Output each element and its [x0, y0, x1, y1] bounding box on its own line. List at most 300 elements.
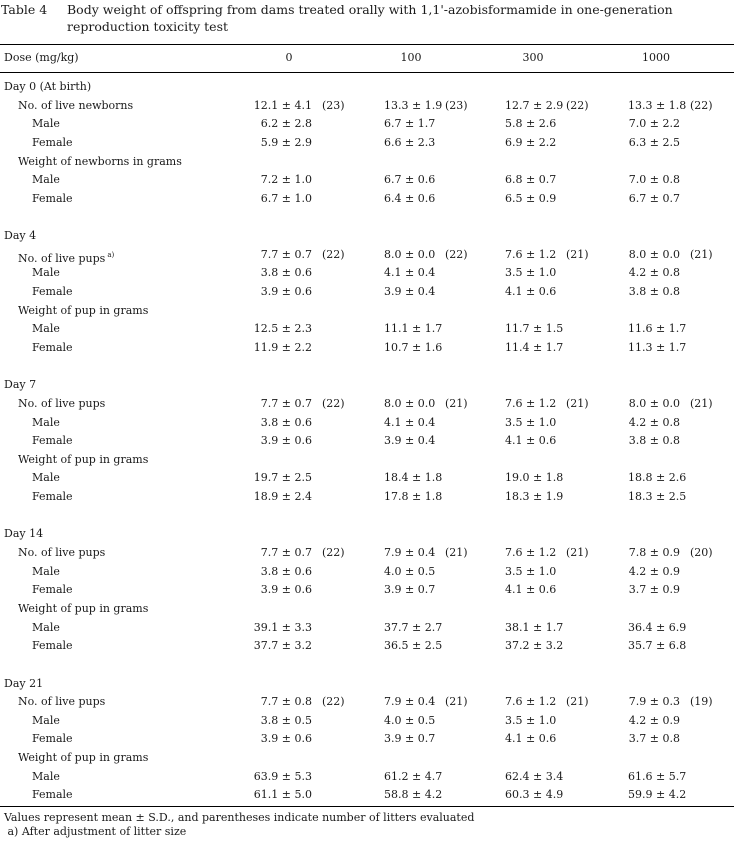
cell-value: 37.2 ± 3.2: [505, 639, 564, 653]
table-cell: [253, 768, 312, 787]
cell-value: 5.9 ± 2.9: [260, 135, 312, 149]
row-label-text: Weight of pup in grams: [18, 601, 149, 615]
table-cell: [253, 786, 312, 805]
table-cell: [253, 730, 312, 749]
cell-value: 3.8 ± 0.5: [260, 713, 312, 727]
row-label: [32, 712, 60, 731]
cell-value: 3.8 ± 0.6: [260, 266, 312, 280]
cell-value: 6.2 ± 2.8: [260, 117, 312, 131]
table-cell: [253, 283, 312, 302]
table-cell: [384, 432, 435, 451]
table-cell: [505, 544, 589, 563]
cell-value: 8.0 ± 0.0: [628, 247, 680, 261]
cell-value: 13.3 ± 1.9: [384, 98, 443, 112]
row-label: [4, 376, 36, 395]
table-cell: [628, 786, 687, 805]
table-row: [0, 171, 734, 190]
table-cell: [628, 283, 680, 302]
table-cell: [384, 414, 435, 433]
cell-value: 7.7 ± 0.7: [260, 396, 312, 410]
table-body: [0, 78, 734, 805]
cell-value: 4.2 ± 0.8: [628, 266, 680, 280]
table-cell: [628, 619, 687, 638]
table-row: [0, 488, 734, 507]
dose-column-1000: 1000: [642, 51, 670, 64]
table-cell: [384, 115, 435, 134]
row-label-text: Male: [32, 564, 60, 578]
table-row: [0, 544, 734, 563]
table-row: [0, 581, 734, 600]
cell-value: 6.7 ± 1.7: [384, 117, 436, 131]
cell-value: 6.4 ± 0.6: [384, 191, 436, 205]
dose-column-100: 100: [400, 51, 422, 64]
row-label-text: Day 4: [4, 229, 37, 243]
row-label: [32, 730, 73, 749]
row-label-text: No. of live pups: [18, 695, 106, 709]
cell-value: 4.1 ± 0.6: [505, 583, 557, 597]
table-cell: [253, 246, 345, 265]
cell-value: 61.2 ± 4.7: [384, 769, 443, 783]
table-row: [0, 693, 734, 712]
litter-count: (22): [445, 247, 468, 261]
cell-value: 4.1 ± 0.6: [505, 434, 557, 448]
table-row: [0, 115, 734, 134]
cell-value: 63.9 ± 5.3: [253, 769, 312, 783]
row-label: [18, 97, 133, 116]
row-label-text: No. of live pups: [18, 251, 106, 265]
litter-count: (22): [322, 695, 345, 709]
table-cell: [253, 712, 312, 731]
table-cell: [253, 619, 312, 638]
row-label: [32, 339, 73, 358]
table-cell: [253, 115, 312, 134]
cell-value: 7.6 ± 1.2: [505, 546, 557, 560]
cell-value: 4.2 ± 0.9: [628, 564, 680, 578]
row-label-text: Female: [32, 788, 73, 802]
table-caption: [0, 1, 734, 35]
table-cell: [253, 637, 312, 656]
table-row: [0, 749, 734, 768]
cell-value: 36.4 ± 6.9: [628, 620, 687, 634]
table-cell: [505, 637, 564, 656]
table-cell: [253, 693, 345, 712]
row-label-text: Weight of pup in grams: [18, 303, 149, 317]
table-row: [0, 730, 734, 749]
row-label: [32, 488, 73, 507]
cell-value: 12.7 ± 2.9: [505, 98, 564, 112]
cell-value: 3.9 ± 0.6: [260, 732, 312, 746]
litter-count: (22): [690, 98, 713, 112]
cell-value: 18.9 ± 2.4: [253, 490, 312, 504]
cell-value: 7.9 ± 0.4: [384, 546, 436, 560]
table-cell: [384, 637, 443, 656]
cell-value: 18.3 ± 2.5: [628, 490, 687, 504]
table-cell: [253, 264, 312, 283]
table-cell: [253, 339, 312, 358]
row-label-text: Female: [32, 490, 73, 504]
table-row: [0, 786, 734, 805]
footnote-values: Values represent mean ± S.D., and parentheses indicate number of litters evaluated: [4, 811, 475, 824]
row-label-text: Male: [32, 173, 60, 187]
litter-count: (22): [566, 98, 589, 112]
section-header-row: [0, 227, 734, 246]
table-cell: [384, 339, 443, 358]
table-cell: [628, 320, 687, 339]
table-row: [0, 246, 734, 265]
table-cell: [628, 581, 680, 600]
table-cell: [384, 544, 468, 563]
table-row: [0, 395, 734, 414]
row-label-text: Male: [32, 769, 60, 783]
table-cell: [505, 395, 589, 414]
section-header-row: [0, 78, 734, 97]
row-label: [4, 675, 43, 694]
table-cell: [505, 283, 556, 302]
row-label: [32, 264, 60, 283]
table-cell: [384, 730, 435, 749]
table-cell: [628, 432, 680, 451]
row-label-text: Day 7: [4, 378, 37, 392]
litter-count: (21): [445, 546, 468, 560]
cell-value: 7.2 ± 1.0: [260, 173, 312, 187]
table-cell: [384, 786, 443, 805]
table-cell: [628, 246, 713, 265]
cell-value: 3.7 ± 0.9: [628, 583, 680, 597]
table-row: [0, 637, 734, 656]
table-cell: [505, 97, 589, 116]
table-cell: [505, 768, 564, 787]
table-row: [0, 600, 734, 619]
table-cell: [253, 563, 312, 582]
table-cell: [628, 730, 680, 749]
table-cell: [628, 264, 680, 283]
row-label-text: No. of live newborns: [18, 98, 134, 112]
table-cell: [384, 563, 435, 582]
cell-value: 37.7 ± 3.2: [253, 639, 312, 653]
table-number: Table 4: [1, 2, 48, 17]
cell-value: 58.8 ± 4.2: [384, 788, 443, 802]
row-label-text: Male: [32, 415, 60, 429]
cell-value: 6.5 ± 0.9: [505, 191, 557, 205]
row-label-text: Weight of pup in grams: [18, 751, 149, 765]
header-rule: [0, 72, 734, 73]
row-label: [32, 637, 73, 656]
table-row: [0, 302, 734, 321]
cell-value: 61.6 ± 5.7: [628, 769, 687, 783]
row-label-text: No. of live pups: [18, 396, 106, 410]
cell-value: 8.0 ± 0.0: [628, 396, 680, 410]
row-label-text: Day 21: [4, 676, 44, 690]
cell-value: 8.0 ± 0.0: [384, 396, 436, 410]
row-label: [18, 302, 148, 321]
table-cell: [505, 190, 556, 209]
cell-value: 3.7 ± 0.8: [628, 732, 680, 746]
row-label: [32, 581, 73, 600]
table-row: [0, 712, 734, 731]
table-cell: [628, 395, 713, 414]
cell-value: 8.0 ± 0.0: [384, 247, 436, 261]
row-label-text: Female: [32, 639, 73, 653]
table-row: [0, 153, 734, 172]
cell-value: 7.7 ± 0.7: [260, 546, 312, 560]
bottom-rule: [0, 806, 734, 807]
cell-value: 6.6 ± 2.3: [384, 135, 436, 149]
table-cell: [384, 693, 468, 712]
cell-value: 59.9 ± 4.2: [628, 788, 687, 802]
table-cell: [628, 134, 680, 153]
litter-count: (21): [566, 396, 589, 410]
cell-value: 18.8 ± 2.6: [628, 471, 687, 485]
row-label: [18, 544, 105, 563]
table-row: [0, 451, 734, 470]
cell-value: 6.3 ± 2.5: [628, 135, 680, 149]
litter-count: (19): [690, 695, 713, 709]
row-label-text: Female: [32, 340, 73, 354]
cell-value: 13.3 ± 1.8: [628, 98, 687, 112]
row-label: [32, 432, 73, 451]
cell-value: 4.1 ± 0.6: [505, 732, 557, 746]
row-label-text: Female: [32, 583, 73, 597]
cell-value: 7.6 ± 1.2: [505, 396, 557, 410]
cell-value: 19.0 ± 1.8: [505, 471, 564, 485]
cell-value: 7.7 ± 0.7: [260, 247, 312, 261]
cell-value: 7.6 ± 1.2: [505, 695, 557, 709]
row-label-text: Day 14: [4, 527, 44, 541]
row-label-text: Day 0 (At birth): [4, 80, 92, 93]
table-cell: [505, 115, 556, 134]
cell-value: 4.1 ± 0.4: [384, 415, 436, 429]
row-label: [32, 786, 73, 805]
row-label-text: Female: [32, 434, 73, 448]
row-label: [32, 563, 60, 582]
table-row: [0, 283, 734, 302]
cell-value: 4.2 ± 0.8: [628, 415, 680, 429]
row-label-text: Weight of pup in grams: [18, 452, 149, 466]
row-label-text: Male: [32, 620, 60, 634]
row-label-text: Male: [32, 322, 60, 336]
dose-header: Dose (mg/kg): [4, 51, 79, 64]
row-label-text: Female: [32, 732, 73, 746]
table-cell: [505, 619, 564, 638]
table-cell: [505, 563, 556, 582]
row-label-text: No. of live pups: [18, 546, 106, 560]
table-cell: [384, 264, 435, 283]
row-label-text: Male: [32, 713, 60, 727]
table-cell: [505, 786, 564, 805]
row-label: [4, 227, 36, 246]
litter-count: (21): [566, 546, 589, 560]
table-cell: [505, 469, 564, 488]
cell-value: 4.1 ± 0.6: [505, 285, 557, 299]
footnotes: [4, 811, 474, 839]
table-cell: [505, 134, 556, 153]
table-cell: [628, 712, 680, 731]
cell-value: 4.2 ± 0.9: [628, 713, 680, 727]
table-cell: [628, 171, 680, 190]
cell-value: 7.7 ± 0.8: [260, 695, 312, 709]
litter-count: (21): [690, 396, 713, 410]
row-label-text: Male: [32, 117, 60, 131]
row-label-text: Weight of newborns in grams: [18, 154, 182, 168]
section-header-row: [0, 675, 734, 694]
litter-count: (21): [445, 396, 468, 410]
spacer-row: [0, 358, 734, 377]
table-cell: [384, 190, 435, 209]
cell-value: 61.1 ± 5.0: [253, 788, 312, 802]
row-label: [32, 619, 60, 638]
table-cell: [253, 488, 312, 507]
table-cell: [628, 544, 713, 563]
cell-value: 7.8 ± 0.9: [628, 546, 680, 560]
table-cell: [384, 712, 435, 731]
table-cell: [505, 693, 589, 712]
row-label: [32, 768, 60, 787]
table-cell: [253, 97, 345, 116]
table-cell: [384, 619, 443, 638]
litter-count: (22): [322, 546, 345, 560]
table-row: [0, 320, 734, 339]
cell-value: 36.5 ± 2.5: [384, 639, 443, 653]
cell-value: 12.5 ± 2.3: [253, 322, 312, 336]
cell-value: 5.8 ± 2.6: [505, 117, 557, 131]
table-cell: [253, 320, 312, 339]
table-cell: [505, 320, 564, 339]
table-cell: [384, 134, 435, 153]
table-cell: [253, 469, 312, 488]
table-cell: [505, 488, 564, 507]
table-cell: [384, 97, 468, 116]
table-cell: [628, 469, 687, 488]
row-label-text: Male: [32, 471, 60, 485]
table-cell: [384, 171, 435, 190]
litter-count: (22): [322, 396, 345, 410]
row-label: [18, 600, 148, 619]
cell-value: 11.7 ± 1.5: [505, 322, 564, 336]
cell-value: 62.4 ± 3.4: [505, 769, 564, 783]
table-cell: [628, 563, 680, 582]
cell-value: 17.8 ± 1.8: [384, 490, 443, 504]
table-row: [0, 339, 734, 358]
litter-count: (22): [322, 247, 345, 261]
cell-value: 37.7 ± 2.7: [384, 620, 443, 634]
row-label: [32, 115, 60, 134]
section-header-row: [0, 525, 734, 544]
row-label: [18, 693, 105, 712]
section-header-row: [0, 376, 734, 395]
cell-value: 4.0 ± 0.5: [384, 713, 436, 727]
table-cell: [505, 246, 589, 265]
table-cell: [253, 432, 312, 451]
cell-value: 12.1 ± 4.1: [253, 98, 312, 112]
cell-value: 3.8 ± 0.6: [260, 415, 312, 429]
table-cell: [628, 414, 680, 433]
row-label: [32, 414, 60, 433]
row-label: [4, 525, 43, 544]
table-cell: [253, 414, 312, 433]
table-cell: [628, 339, 687, 358]
cell-value: 60.3 ± 4.9: [505, 788, 564, 802]
table-cell: [505, 432, 556, 451]
cell-value: 3.5 ± 1.0: [505, 564, 557, 578]
cell-value: 39.1 ± 3.3: [253, 620, 312, 634]
row-label: [32, 134, 73, 153]
table-row: [0, 432, 734, 451]
table-cell: [628, 190, 680, 209]
litter-count: (23): [445, 98, 468, 112]
row-label: [18, 395, 105, 414]
cell-value: 7.0 ± 2.2: [628, 117, 680, 131]
table-cell: [505, 581, 556, 600]
cell-value: 7.9 ± 0.4: [384, 695, 436, 709]
table-cell: [253, 134, 312, 153]
table-cell: [384, 395, 468, 414]
cell-value: 3.8 ± 0.8: [628, 434, 680, 448]
cell-value: 35.7 ± 6.8: [628, 639, 687, 653]
cell-value: 3.5 ± 1.0: [505, 713, 557, 727]
table-cell: [253, 395, 345, 414]
table-cell: [384, 581, 435, 600]
cell-value: 4.0 ± 0.5: [384, 564, 436, 578]
table-cell: [505, 171, 556, 190]
table-row: [0, 414, 734, 433]
row-label-text: Female: [32, 135, 73, 149]
cell-value: 3.8 ± 0.6: [260, 564, 312, 578]
table-cell: [253, 581, 312, 600]
row-label: [18, 749, 148, 768]
cell-value: 6.7 ± 0.7: [628, 191, 680, 205]
cell-value: 3.9 ± 0.4: [384, 434, 436, 448]
table-row: [0, 563, 734, 582]
cell-value: 6.7 ± 1.0: [260, 191, 312, 205]
table-cell: [628, 488, 687, 507]
cell-value: 6.7 ± 0.6: [384, 173, 436, 187]
row-label: [32, 320, 60, 339]
table-row: [0, 264, 734, 283]
table-cell: [628, 637, 687, 656]
table-cell: [253, 544, 345, 563]
row-label-text: Male: [32, 266, 60, 280]
litter-count: (23): [322, 98, 345, 112]
cell-value: 6.9 ± 2.2: [505, 135, 557, 149]
dose-column-300: 300: [522, 51, 544, 64]
row-label: [4, 78, 91, 97]
table-row: [0, 619, 734, 638]
row-label: [18, 153, 182, 172]
cell-value: 11.4 ± 1.7: [505, 340, 564, 354]
table-cell: [505, 730, 556, 749]
row-label: [32, 283, 73, 302]
table-cell: [253, 171, 312, 190]
footnote-marker: a): [107, 250, 115, 259]
top-rule: [0, 44, 734, 45]
cell-value: 3.9 ± 0.6: [260, 583, 312, 597]
table-cell: [384, 320, 443, 339]
row-label-text: Female: [32, 285, 73, 299]
table-row: [0, 768, 734, 787]
cell-value: 3.9 ± 0.7: [384, 732, 436, 746]
table-cell: [384, 488, 443, 507]
cell-value: 7.9 ± 0.3: [628, 695, 680, 709]
cell-value: 11.1 ± 1.7: [384, 322, 443, 336]
row-label: [18, 451, 148, 470]
table-header: [0, 51, 734, 69]
litter-count: (21): [690, 247, 713, 261]
table-cell: [628, 768, 687, 787]
table-cell: [505, 264, 556, 283]
table-cell: [253, 190, 312, 209]
spacer-row: [0, 208, 734, 227]
table-row: [0, 190, 734, 209]
